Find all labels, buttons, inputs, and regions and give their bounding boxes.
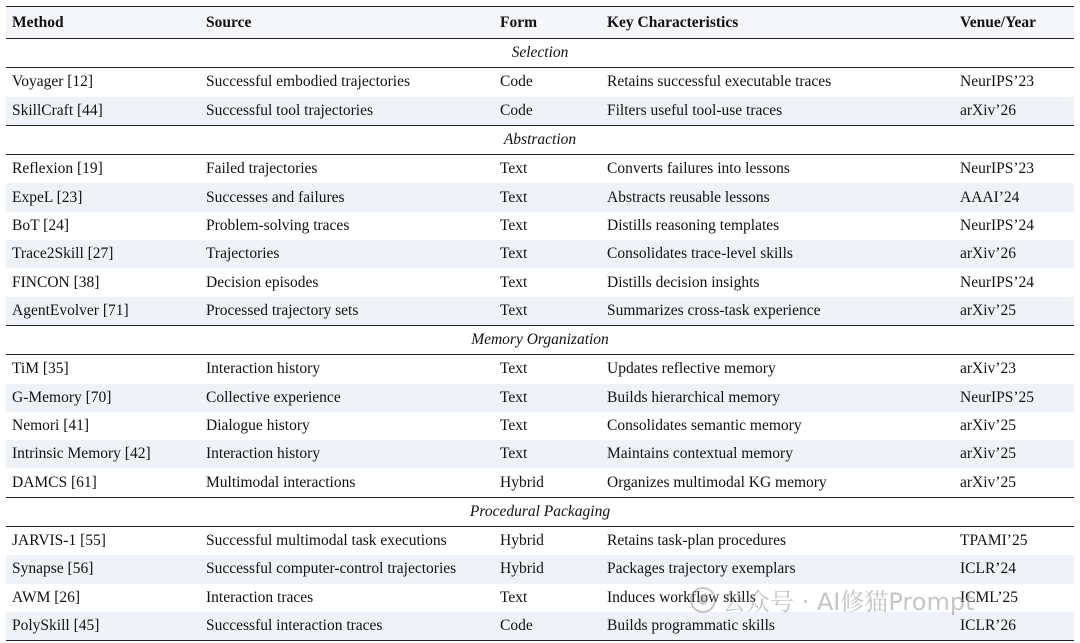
- cell-source: Problem-solving traces: [206, 216, 350, 234]
- cell-method: AgentEvolver [71]: [6, 297, 200, 326]
- cell-source: Decision episodes: [206, 273, 319, 291]
- table-row: [6, 155, 1074, 184]
- cell-form: Text: [500, 160, 528, 178]
- cell-method: SkillCraft [44]: [6, 97, 200, 126]
- cell-source: Successful tool trajectories: [200, 97, 494, 126]
- section-title: Memory Organization: [6, 325, 1074, 354]
- cell-venue-year: ICLR’24: [954, 555, 1074, 583]
- cell-form: Text: [500, 588, 528, 606]
- cell-method: ExpeL [23]: [6, 183, 200, 211]
- cell-venue-year: NeurIPS’24: [960, 216, 1035, 234]
- cell-source: Trajectories: [200, 240, 494, 268]
- header-form: Form: [494, 7, 601, 39]
- table-body: [6, 39, 1074, 641]
- cell-key-characteristics: Abstracts reusable lessons: [601, 183, 954, 211]
- cell-method: Nemori [41]: [12, 417, 90, 434]
- cell-venue-year: arXiv’25: [954, 297, 1074, 326]
- cell-source: Collective experience: [200, 384, 494, 412]
- cell-form: Code: [494, 612, 601, 641]
- cell-key-characteristics: Retains task-plan procedures: [607, 532, 787, 550]
- cell-form: Text: [494, 440, 601, 468]
- cell-method: Trace2Skill [27]: [6, 240, 200, 268]
- table-row: [6, 97, 1074, 126]
- cell-key-characteristics: Induces workflow skills: [607, 588, 756, 606]
- table-row: [6, 68, 1074, 97]
- cell-form: Text: [494, 297, 601, 326]
- cell-method: G-Memory [70]: [6, 384, 200, 412]
- cell-form: Text: [500, 273, 528, 291]
- cell-venue-year: NeurIPS’23: [960, 73, 1035, 91]
- cell-venue-year: TPAMI’25: [960, 532, 1028, 550]
- comparison-table-container: [6, 6, 1074, 641]
- header-source: Source: [200, 7, 494, 39]
- cell-method: Synapse [56]: [6, 555, 200, 583]
- cell-venue-year: ICLR’26: [954, 612, 1074, 641]
- cell-key-characteristics: Distills decision insights: [607, 273, 760, 291]
- cell-form: Text: [500, 216, 528, 234]
- cell-form: Hybrid: [494, 468, 601, 497]
- section-header-row: [6, 39, 1074, 68]
- table-row: [6, 527, 1074, 556]
- table-row: [6, 183, 1074, 211]
- cell-form: Text: [494, 240, 601, 268]
- cell-key-characteristics: Distills reasoning templates: [607, 216, 780, 234]
- cell-venue-year: arXiv’26: [954, 240, 1074, 268]
- table-row: [6, 384, 1074, 412]
- cell-venue-year: arXiv’25: [960, 417, 1016, 434]
- cell-method: AWM [26]: [12, 588, 81, 606]
- cell-venue-year: AAAI’24: [954, 183, 1074, 211]
- table-row: [6, 297, 1074, 326]
- cell-method: BoT [24]: [12, 216, 69, 234]
- cell-source: Successful interaction traces: [200, 612, 494, 641]
- table-row: [6, 212, 1074, 240]
- section-title: Procedural Packaging: [6, 497, 1074, 526]
- cell-source: Interaction history: [200, 440, 494, 468]
- watermark: [690, 582, 974, 617]
- cell-method: Intrinsic Memory [42]: [6, 440, 200, 468]
- header-row: [6, 7, 1074, 39]
- cell-source: Successful embodied trajectories: [206, 73, 411, 91]
- cell-method: Reflexion [19]: [12, 160, 103, 178]
- cell-source: Processed trajectory sets: [200, 297, 494, 326]
- header-key-characteristics: Key Characteristics: [601, 7, 954, 39]
- cell-venue-year: arXiv’25: [954, 468, 1074, 497]
- table-header: [6, 7, 1074, 39]
- cell-method: DAMCS [61]: [6, 468, 200, 497]
- header-venue-year: Venue/Year: [954, 7, 1074, 39]
- cell-source: Interaction traces: [206, 588, 314, 606]
- table-row: [6, 468, 1074, 497]
- cell-venue-year: arXiv’25: [954, 440, 1074, 468]
- cell-form: Text: [500, 417, 528, 434]
- cell-venue-year: NeurIPS’23: [960, 160, 1035, 178]
- cell-key-characteristics: Consolidates trace-level skills: [601, 240, 954, 268]
- cell-form: Text: [500, 360, 528, 378]
- cell-form: Hybrid: [494, 555, 601, 583]
- cell-key-characteristics: Summarizes cross-task experience: [601, 297, 954, 326]
- watermark-text: 公众号 · AI修猫Prompt: [722, 588, 975, 616]
- cell-venue-year: NeurIPS’25: [954, 384, 1074, 412]
- cell-source: Successful multimodal task executions: [206, 532, 447, 550]
- cell-key-characteristics: Updates reflective memory: [607, 360, 776, 378]
- cell-key-characteristics: Converts failures into lessons: [607, 160, 790, 178]
- cell-venue-year: arXiv’23: [960, 360, 1016, 378]
- table-row: [6, 440, 1074, 468]
- cell-form: Code: [500, 73, 533, 91]
- cell-form: Code: [494, 97, 601, 126]
- section-title: Abstraction: [6, 125, 1074, 154]
- cell-key-characteristics: Builds hierarchical memory: [601, 384, 954, 412]
- cell-source: Successes and failures: [200, 183, 494, 211]
- cell-method: JARVIS-1 [55]: [12, 532, 106, 550]
- cell-venue-year: ICML’25: [960, 588, 1018, 606]
- cell-method: Voyager [12]: [12, 73, 94, 91]
- section-header-row: [6, 497, 1074, 526]
- header-method: Method: [6, 7, 200, 39]
- table-row: [6, 555, 1074, 583]
- section-title: Selection: [6, 39, 1074, 68]
- cell-key-characteristics: Consolidates semantic memory: [607, 417, 802, 434]
- cell-key-characteristics: Packages trajectory exemplars: [601, 555, 954, 583]
- cell-source: Failed trajectories: [206, 160, 318, 178]
- section-header-row: [6, 325, 1074, 354]
- cell-method: FINCON [38]: [12, 273, 100, 291]
- cell-source: Interaction history: [206, 360, 321, 378]
- cell-source: Multimodal interactions: [200, 468, 494, 497]
- cell-form: Hybrid: [500, 532, 544, 550]
- cell-key-characteristics: Organizes multimodal KG memory: [601, 468, 954, 497]
- cell-source: Successful computer-control trajectories: [200, 555, 494, 583]
- wechat-logo-icon: [690, 587, 716, 613]
- cell-key-characteristics: Builds programmatic skills: [601, 612, 954, 641]
- cell-key-characteristics: Filters useful tool-use traces: [601, 97, 954, 126]
- table-row: [6, 355, 1074, 384]
- method-comparison-table: [6, 6, 1074, 641]
- cell-method: TiM [35]: [12, 360, 69, 378]
- cell-key-characteristics: Maintains contextual memory: [601, 440, 954, 468]
- cell-source: Dialogue history: [206, 417, 310, 434]
- table-row: [6, 412, 1074, 440]
- cell-form: Text: [494, 183, 601, 211]
- table-row: [6, 240, 1074, 268]
- cell-form: Text: [494, 384, 601, 412]
- table-row: [6, 268, 1074, 296]
- section-header-row: [6, 125, 1074, 154]
- cell-venue-year: NeurIPS’24: [960, 273, 1035, 291]
- cell-venue-year: arXiv’26: [954, 97, 1074, 126]
- cell-key-characteristics: Retains successful executable traces: [607, 73, 832, 91]
- cell-method: PolySkill [45]: [6, 612, 200, 641]
